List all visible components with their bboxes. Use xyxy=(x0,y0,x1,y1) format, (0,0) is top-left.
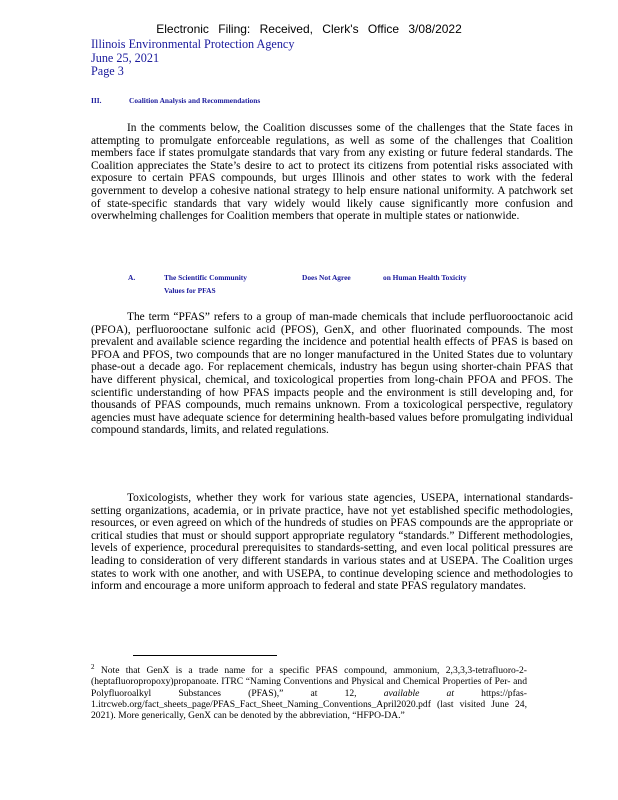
subsection-title-part-1: The Scientific Community xyxy=(164,273,247,282)
letter-header xyxy=(91,38,294,79)
paragraph-3: Toxicologists, whether they work for various state agencies, USEPA, international standards-setting organizations, academia, or in private practice, have not yet established specific methodologies, resources, or even agreed on which of the hundreds of studies on PFAS compounds are the appropriate or critical studies that must or should support appropriate regulatory “standards.” Different methodologies, levels of experience, procedural prerequisites to standards-setting, and even local political pressures are leading to consideration of very different standards in various states and at USEPA. The Coalition urges states to work with one another, and with USEPA, to continue developing science and methodologies to inform and encourage a more uniform approach to federal and state PFAS regulatory mandates. xyxy=(91,492,573,593)
footnote xyxy=(91,662,527,721)
subsection-title-part-4: Values for PFAS xyxy=(164,286,216,295)
section-heading xyxy=(91,96,260,105)
footnote-available-at: available at xyxy=(383,687,455,699)
footnote-text-before: Note that GenX is a trade name for a specific PFAS compound, ammonium, 2,3,3,3-tetrafluoro-2-(heptafluoropropoxy)propanoate. ITRC “Naming Conventions and Physical and Chemical Properties of Per- and Polyfluoroalkyl Substances (PFAS),” at 12, xyxy=(91,665,528,699)
footnote-separator xyxy=(133,655,277,656)
section-title: Coalition Analysis and Recommendations xyxy=(129,96,261,105)
subsection-title-part-2: Does Not Agree xyxy=(302,273,351,282)
footnote-text-after: https://pfas-1.itrcweb.org/fact_sheets_page/PFAS_Fact_Sheet_Naming_Conventions_April2020.pdf (last visited June 24, 2021). More generically, GenX can be denoted by the abbreviation, “HFPO-DA.” xyxy=(91,687,527,721)
page-number: Page 3 xyxy=(91,64,124,78)
footnote-number: 2 xyxy=(91,663,95,671)
subsection-letter: A. xyxy=(128,273,136,282)
subsection-title-part-3: on Human Health Toxicity xyxy=(383,273,467,282)
section-number: III. xyxy=(91,96,102,105)
paragraph-1: In the comments below, the Coalition discusses some of the challenges that the State faces in attempting to promulgate enforceable regulations, as well as some of the challenges that Coalition members face if states promulgate standards that vary from any existing or future federal standards. The Coalition appreciates the State’s desire to act to protect its citizens from potential risks associated with exposure to certain PFAS compounds, but urges Illinois and other states to work with the federal government to develop a cohesive national strategy to help ensure national uniformity. A patchwork set of state-specific standards that vary widely would likely cause significantly more confusion and overwhelming challenges for Coalition members that operate in multiple states or nationwide. xyxy=(91,122,573,223)
paragraph-2: The term “PFAS” refers to a group of man-made chemicals that include perfluorooctanoic acid (PFOA), perfluorooctane sulfonic acid (PFOS), GenX, and other fluorinated compounds. The most prevalent and available science regarding the incidence and potential health effects of PFAS is based on PFOA and PFOS, two compounds that are no longer manufactured in the United States due to voluntary phase-out a decade ago. For replacement chemicals, industry has begun using shorter-chain PFAS that have different physical, chemical, and toxicological properties from long-chain PFOA and PFOS. The scientific understanding of how PFAS impacts people and the environment is still developing and, for thousands of PFAS compounds, much remains unknown. From a toxicological perspective, regulatory agencies must have adequate science for determining health-based values before promulgating individual compound standards, limits, and related regulations. xyxy=(91,311,573,437)
filing-stamp: Electronic Filing: Received, Clerk's Office 3/08/2022 xyxy=(156,22,462,36)
letter-date: June 25, 2021 xyxy=(91,50,160,65)
agency-name: Illinois Environmental Protection Agency xyxy=(91,37,295,51)
